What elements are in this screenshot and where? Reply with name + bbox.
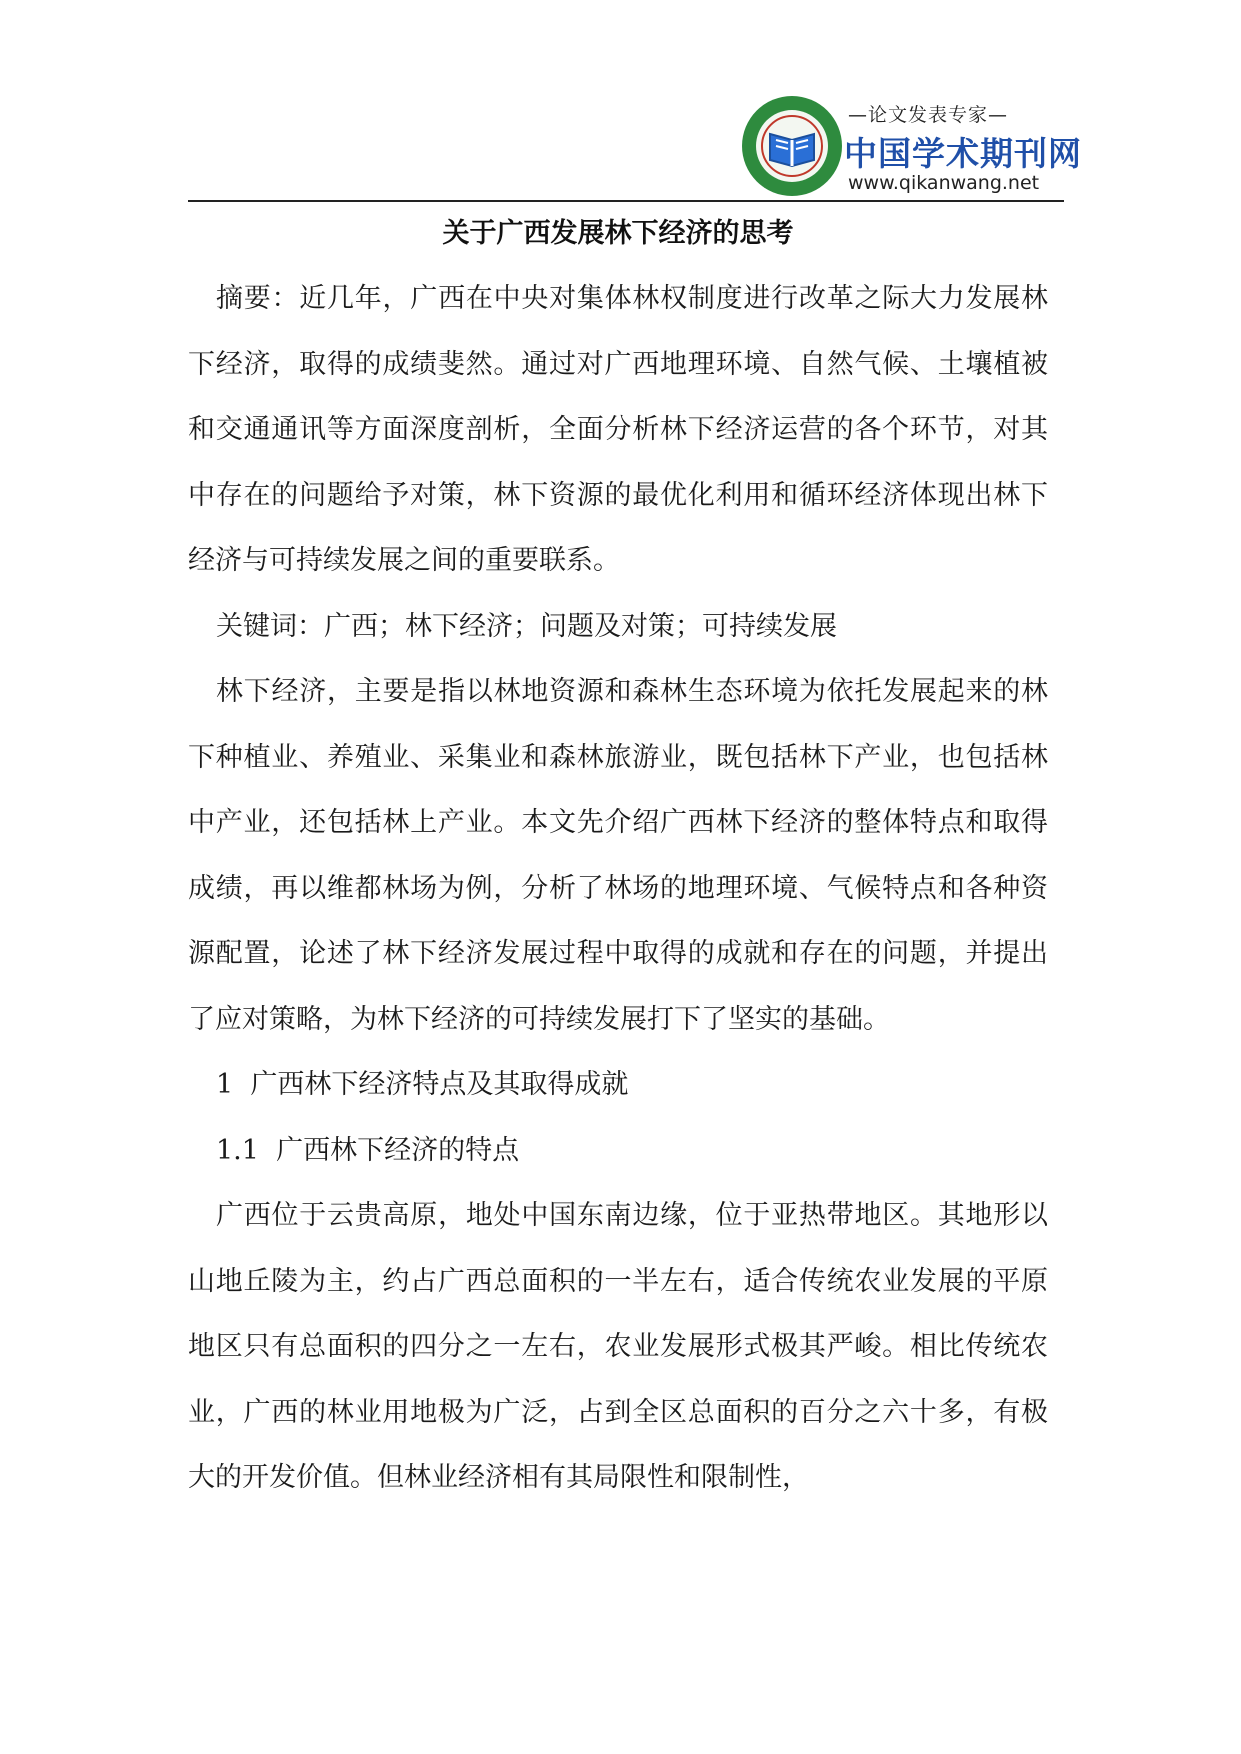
logo-tagline: —论文发表专家—	[848, 104, 1009, 126]
document-body	[188, 214, 1048, 1511]
intro-paragraph: 林下经济，主要是指以林地资源和森林生态环境为依托发展起来的林下种植业、养殖业、采集业和森林旅游业，既包括林下产业，也包括林中产业，还包括林上产业。本文先介绍广西林下经济的整体特点和取得成绩，再以维都林场为例，分析了林场的地理环境、气候特点和各种资源配置，论述了林下经济发展过程中取得的成就和存在的问题，并提出了应对策略，为林下经济的可持续发展打下了坚实的基础。	[188, 676, 1048, 1035]
logo-url: www.qikanwang.net	[848, 172, 1040, 194]
document-title: 关于广西发展林下经济的思考	[442, 218, 794, 249]
section-heading-1: 1 广西林下经济特点及其取得成就	[216, 1069, 629, 1100]
qikanwang-logo	[740, 88, 1082, 198]
page-header	[188, 88, 1082, 204]
logo-brand-name: 中国学术期刊网	[844, 134, 1082, 173]
section-heading-1-1: 1.1 广西林下经济的特点	[216, 1134, 520, 1166]
book-seal-icon	[740, 94, 844, 198]
keywords-line: 关键词：广西；林下经济；问题及对策；可持续发展	[216, 610, 837, 642]
body-paragraph: 广西位于云贵高原，地处中国东南边缘，位于亚热带地区。其地形以山地丘陵为主，约占广西总面积的一半左右，适合传统农业发展的平原地区只有总面积的四分之一左右，农业发展形式极其严峻。相比传统农业，广西的林业用地极为广泛，占到全区总面积的百分之六十多，有极大的开发价值。但林业经济相有其局限性和限制性，	[188, 1200, 1048, 1493]
abstract-paragraph: 摘要：近几年，广西在中央对集体林权制度进行改革之际大力发展林下经济，取得的成绩斐然。通过对广西地理环境、自然气候、土壤植被和交通通讯等方面深度剖析，全面分析林下经济运营的各个环节，对其中存在的问题给予对策，林下资源的最优化利用和循环经济体现出林下经济与可持续发展之间的重要联系。	[188, 283, 1048, 576]
header-divider	[188, 200, 1064, 202]
